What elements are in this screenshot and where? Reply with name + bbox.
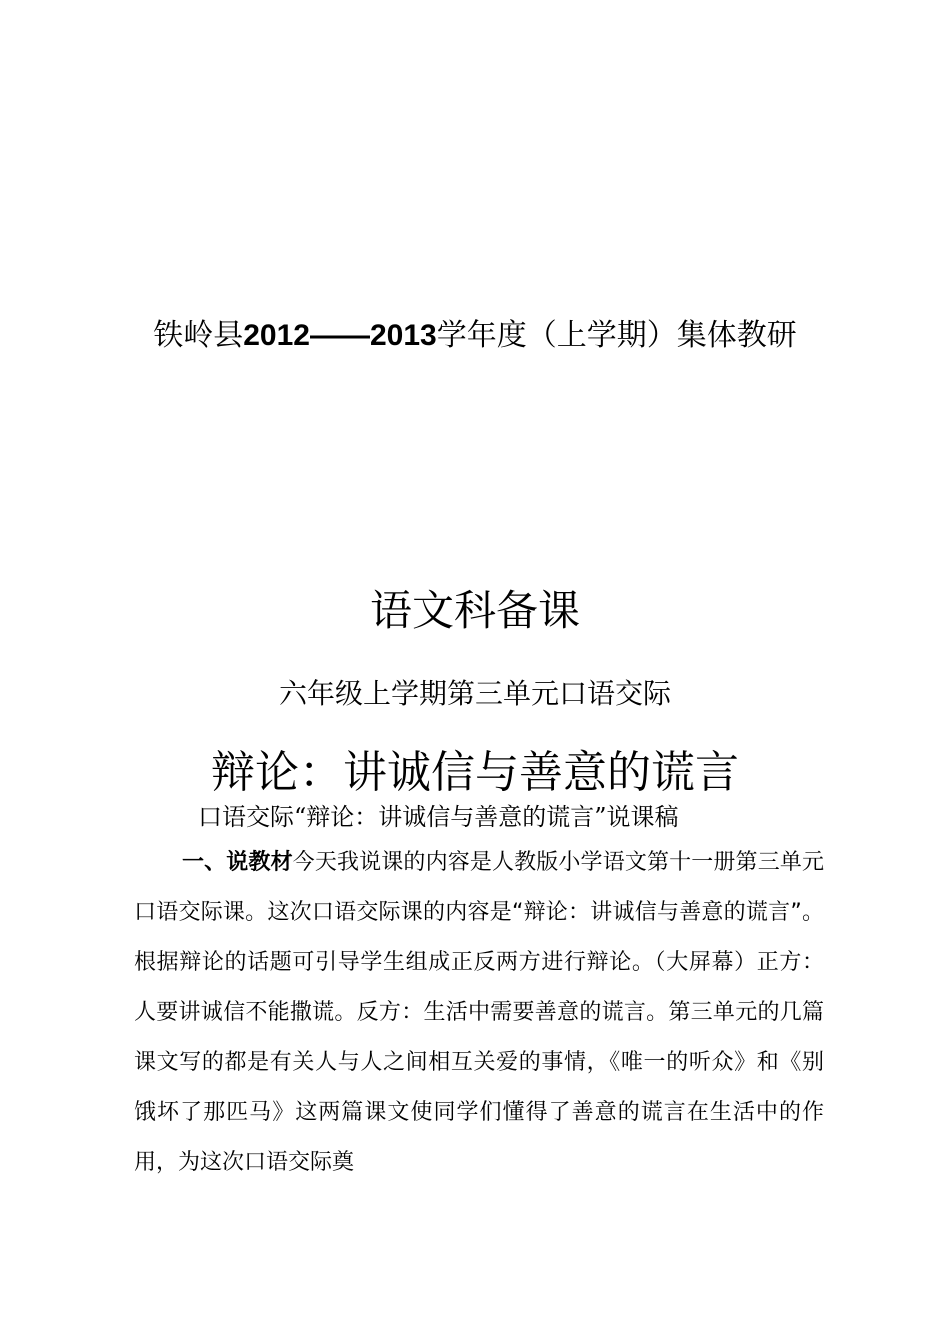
body-text bbox=[134, 838, 824, 1188]
section-text: 今天我说课的内容是人教版小学语文第十一册第三单元口语交际课。这次口语交际课的内容是“辩论：讲诚信与善意的谎言”。根据辩论的话题可引导学生组成正反两方进行辩论。（大屏幕）正方：人要讲诚信不能撒谎。反方：生活中需要善意的谎言。第三单元的几篇课文写的都是有关人与人之间相互关爱的事情，《唯一的听众》和《别饿坏了那匹马》这两篇课文使同学们懂得了善意的谎言在生活中的作用，为这次口语交际奠 bbox=[134, 850, 824, 1175]
header-suffix: 学年度（上学期）集体教研 bbox=[436, 318, 797, 353]
subject-title: 语文科备课 bbox=[369, 586, 580, 635]
draft-title: 口语交际“辩论：讲诚信与善意的谎言”说课稿 bbox=[198, 803, 679, 831]
header-prefix: 铁岭县 bbox=[153, 318, 244, 353]
header-year-range: 2012——2013 bbox=[243, 319, 437, 352]
topic-title: 辩论：讲诚信与善意的谎言 bbox=[211, 747, 739, 798]
header-title bbox=[0, 310, 950, 354]
section-paragraph bbox=[134, 838, 824, 1188]
unit-line: 六年级上学期第三单元口语交际 bbox=[278, 677, 671, 710]
section-heading: 一、说教材 bbox=[182, 850, 293, 875]
